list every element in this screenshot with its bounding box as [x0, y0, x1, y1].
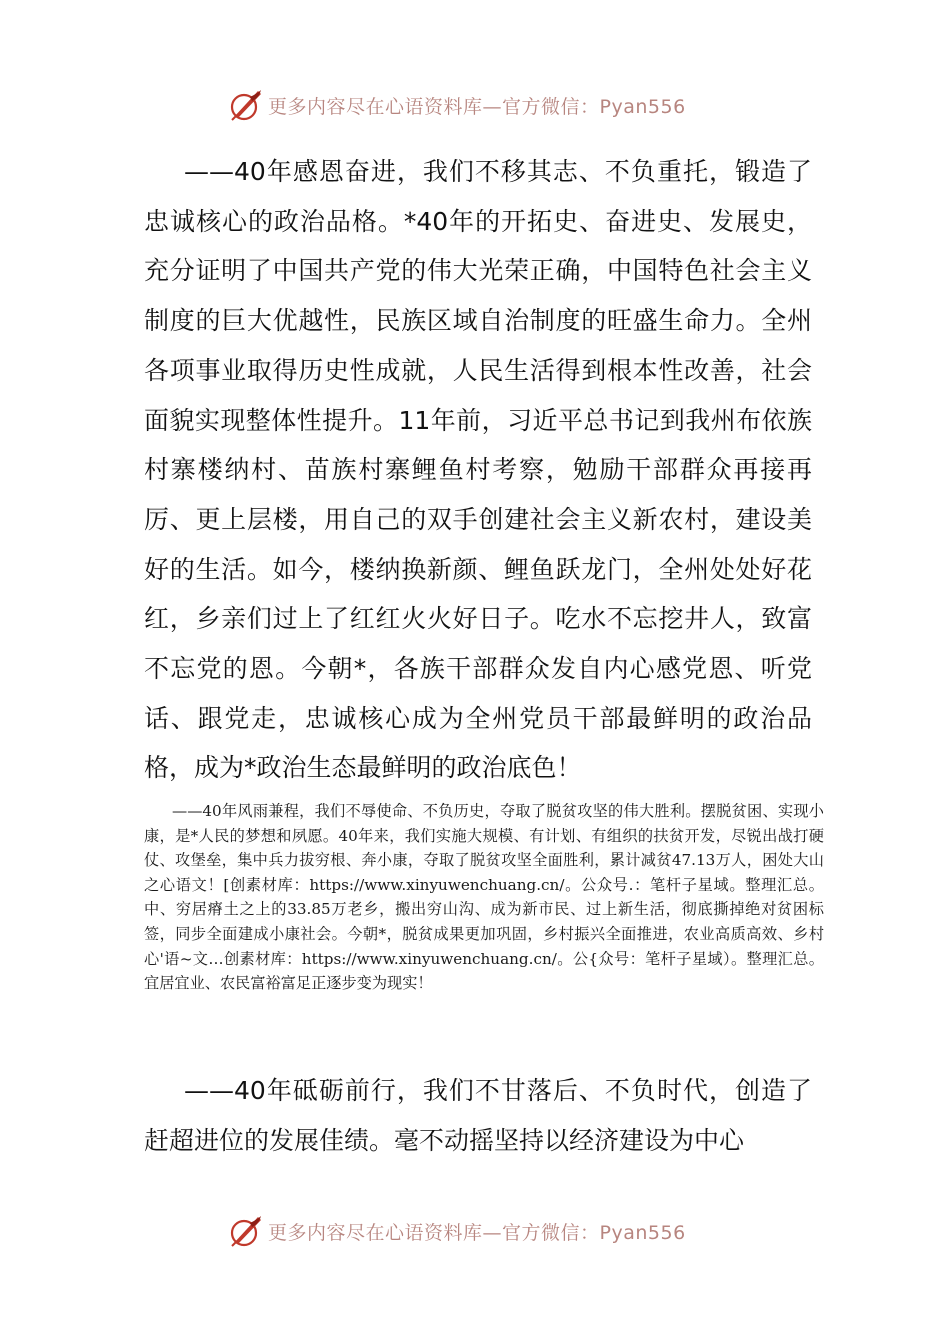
paragraph-poverty-alleviation: ——40年风雨兼程，我们不辱使命、不负历史，夺取了脱贫攻坚的伟大胜利。摆脱贫困、实现小康，是*人民的梦想和夙愿。40年来，我们实施大规模、有计划、有组织的扶贫开发，尽锐出战打硬仗、攻堡垒，集中兵力拔穷根、奔小康，夺取了脱贫攻坚全面胜利，累计减贫47.13万人，困处大山之心语文！[创素材库：https://www.xinyuwenchuang.cn/。公众号.：笔杆子星域。整理汇总。中、穷居瘠土之上的33.85万老乡，搬出穷山沟、成为新市民、过上新生活，彻底撕掉绝对贫困标签，同步全面建成小康社会。今朝*，脱贫成果更加巩固，乡村振兴全面推进，农业高质高效、乡村心'语~文…创素材库：https://www.xinyuwenchuang.cn/。公{众号：笔杆子星域）。整理汇总。宜居宜业、农民富裕富足正逐步变为现实！: [144, 802, 824, 993]
quill-pen-logo-icon: [228, 87, 264, 123]
footer-wechat-id: Pyan556: [599, 1221, 686, 1244]
quill-pen-logo-icon: [228, 1213, 264, 1249]
paragraph-gratitude: ——40年感恩奋进，我们不移其志、不负重托，锻造了忠诚核心的政治品格。*40年的开拓史、奋进史、发展史，充分证明了中国共产党的伟大光荣正确，中国特色社会主义制度的巨大优越性，民族区域自治制度的旺盛生命力。全州各项事业取得历史性成就，人民生活得到根本性改善，社会面貌实现整体性提升。11年前，习近平总书记到我州布依族村寨楼纳村、苗族村寨鲤鱼村考察，勉励干部群众再接再厉、更上层楼，用自己的双手创建社会主义新农村，建设美好的生活。如今，楼纳换新颜、鲤鱼跃龙门，全州处处好花红，乡亲们过上了红红火火好日子。吃水不忘挖井人，致富不忘党的恩。今朝*，各族干部群众发自内心感党恩、听党话、跟党走，忠诚核心成为全州党员干部最鲜明的政治品格，成为*政治生态最鲜明的政治底色！: [144, 157, 812, 783]
paragraph-development: ——40年砥砺前行，我们不甘落后、不负时代，创造了赶超进位的发展佳绩。毫不动摇坚持以经济建设为中心: [144, 1076, 812, 1155]
header-banner: [228, 85, 728, 125]
footer-banner-text: 更多内容尽在心语资料库—官方微信：Pyan556: [268, 1221, 686, 1244]
footer-banner: [228, 1211, 728, 1251]
header-wechat-id: Pyan556: [599, 95, 686, 118]
header-banner-text: 更多内容尽在心语资料库—官方微信：Pyan556: [268, 95, 686, 118]
